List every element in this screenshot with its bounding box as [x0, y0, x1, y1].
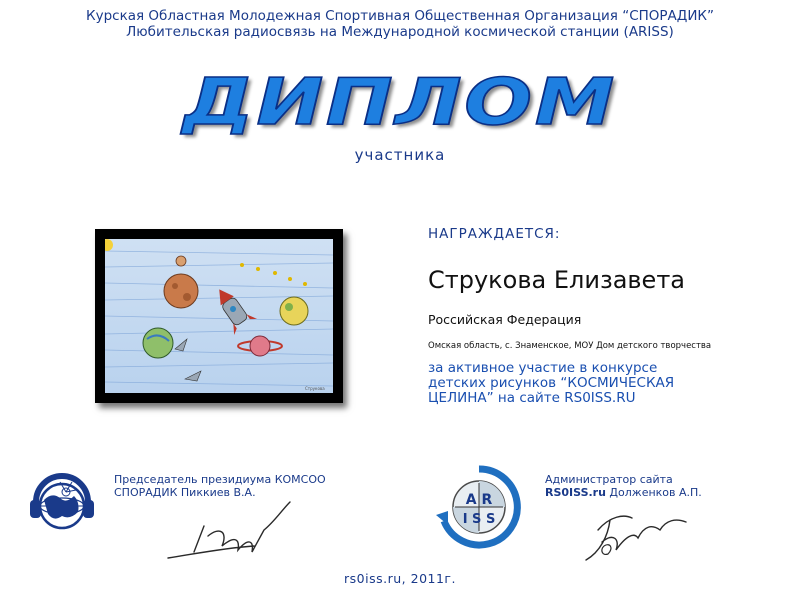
organization-header [0, 8, 800, 40]
administrator-name: Долженков А.П. [605, 486, 702, 499]
site-name: RS0ISS.ru [545, 486, 606, 499]
award-reason-line: ЦЕЛИНА” на сайте RS0ISS.RU [428, 390, 636, 406]
recipient-country: Российская Федерация [428, 312, 582, 327]
organization-name: Курская Областная Молодежная Спортивная Общественная Организация “СПОРАДИК” [86, 8, 714, 24]
administrator-signature [580, 496, 700, 568]
organization-program: Любительская радиосвязь на Международной космической станции (ARISS) [126, 24, 674, 40]
drawing-frame [95, 229, 343, 403]
ariss-logo-bottom: I S S [462, 512, 496, 527]
diploma-title-wrap [0, 66, 800, 140]
svg-text:Струкова: Струкова [305, 386, 325, 391]
chairman-name: СПОРАДИК Пиккиев В.А. [114, 486, 256, 499]
globe-headphones-logo [22, 462, 102, 542]
ariss-logo-top: A R [465, 492, 493, 508]
footer-site-year: rs0iss.ru, 2011г. [344, 571, 456, 586]
administrator-title: Администратор сайта [545, 473, 673, 486]
diploma-subtitle: участника [354, 146, 446, 164]
recipient-name: Струкова Елизавета [428, 266, 686, 294]
diploma-title: ДИПЛОМ [182, 66, 618, 140]
ariss-logo [434, 463, 524, 549]
awarded-label: НАГРАЖДАЕТСЯ: [428, 226, 561, 242]
chairman-title: Председатель президиума КОМСОО [114, 473, 326, 486]
award-reason-line: за активное участие в конкурсе [428, 360, 658, 376]
recipient-address: Омская область, с. Знаменское, МОУ Дом детского творчества [428, 341, 712, 351]
chairman-signature [164, 496, 304, 568]
award-reason [428, 361, 778, 406]
award-reason-line: детских рисунков “КОСМИЧЕСКАЯ [428, 375, 675, 391]
children-space-drawing [105, 239, 333, 393]
